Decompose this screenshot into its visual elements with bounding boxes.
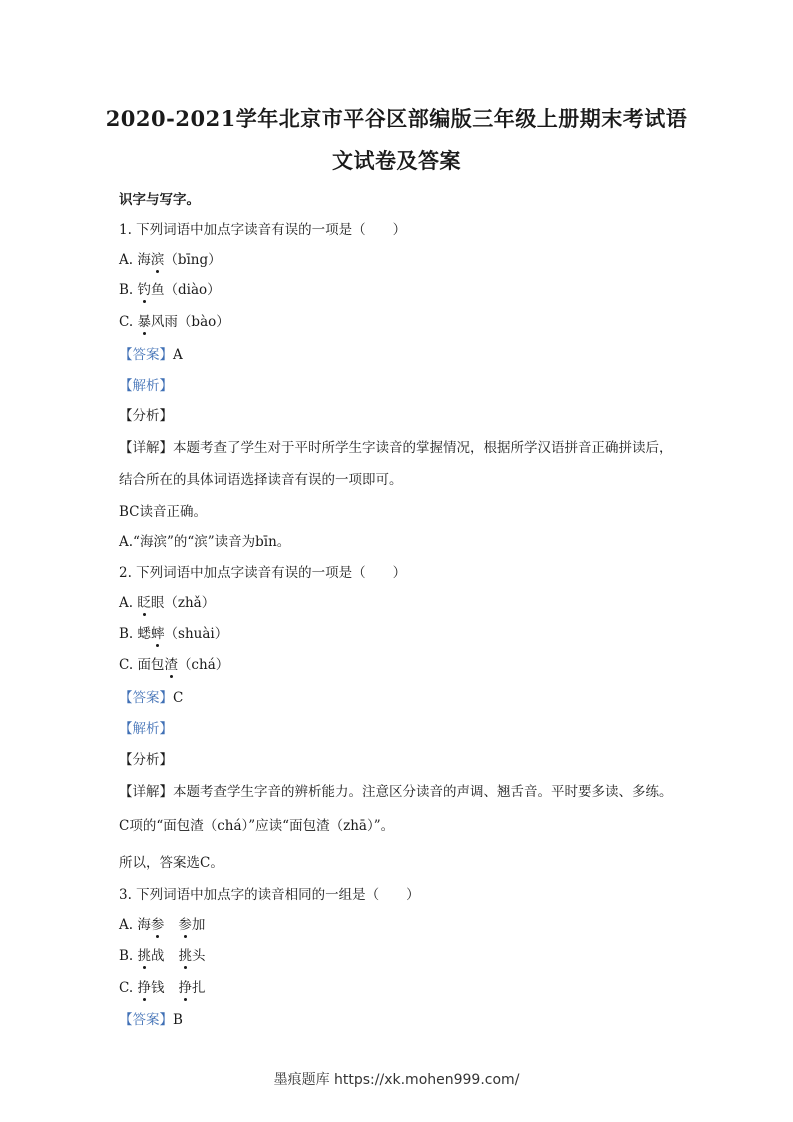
q1-option-b: B. 钓鱼（diào） (119, 278, 221, 298)
q2-answer: 【答案】C (119, 690, 184, 706)
q1-analysis-tag: 【解析】 (119, 378, 173, 394)
q1-option-a: A. 海滨（bīng） (119, 248, 222, 268)
answer-tag: 【答案】 (119, 1012, 173, 1028)
q1-stem: 1. 下列词语中加点字读音有误的一项是（ ） (119, 222, 407, 238)
q1-answer: 【答案】A (119, 347, 183, 363)
q2-fenxi-tag: 【分析】 (119, 752, 173, 768)
q1-detail-2: 结合所在的具体词语选择读音有误的一项即可。 (119, 472, 403, 488)
page-title-line-2: 文试卷及答案 (332, 148, 461, 173)
answer-tag: 【答案】 (119, 690, 173, 706)
section-heading: 识字与写字。 (119, 192, 200, 208)
q2-analysis-tag: 【解析】 (119, 721, 173, 737)
q2-option-c: C. 面包渣（chá） (119, 653, 229, 673)
q3-stem: 3. 下列词语中加点字的读音相同的一组是（ ） (119, 887, 420, 903)
q2-stem: 2. 下列词语中加点字读音有误的一项是（ ） (119, 565, 407, 581)
q2-option-b: B. 蟋蟀（shuài） (119, 622, 228, 642)
q1-detail-1: 【详解】本题考查了学生对于平时所学生字读音的掌握情况，根据所学汉语拼音正确拼读后， (119, 440, 673, 456)
page-title-line-1: 2020-2021学年北京市平谷区部编版三年级上册期末考试语 (105, 106, 688, 131)
footer-watermark: 墨痕题库 https://xk.mohen999.com/ (273, 1072, 520, 1088)
q3-option-c: C. 挣钱 挣扎 (119, 976, 205, 996)
q2-detail-2: C项的“面包渣（chá）”应读“面包渣（zhā）”。 (119, 818, 395, 834)
answer-tag: 【答案】 (119, 347, 173, 363)
q3-option-b: B. 挑战 挑头 (119, 944, 206, 964)
q3-option-a: A. 海参 参加 (119, 913, 205, 933)
q1-option-c: C. 暴风雨（bào） (119, 310, 230, 330)
q1-fenxi-tag: 【分析】 (119, 408, 173, 424)
q1-note-1: BC读音正确。 (119, 504, 208, 520)
q1-note-2: A.“海滨”的“滨”读音为bīn。 (119, 534, 291, 550)
q2-note-1: 所以，答案选C。 (119, 855, 224, 871)
q2-detail-1: 【详解】本题考查学生字音的辨析能力。注意区分读音的声调、翘舌音。平时要多读、多练。 (119, 784, 673, 800)
q2-option-a: A. 眨眼（zhǎ） (119, 591, 215, 611)
q3-answer: 【答案】B (119, 1012, 183, 1028)
